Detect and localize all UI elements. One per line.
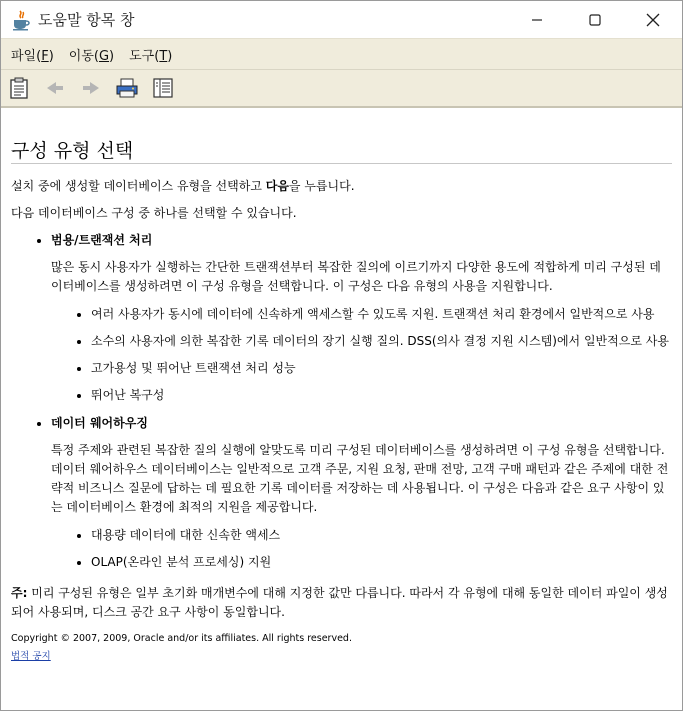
- menu-file[interactable]: 파일(F): [11, 48, 54, 64]
- list-item: 소수의 사용자에 의한 복잡한 기록 데이터의 장기 실행 질의. DSS(의사 결정 지원 시스템)에서 일반적으로 사용: [51, 332, 672, 351]
- title-bar: [1, 1, 682, 38]
- note-text: 주: 미리 구성된 유형은 일부 초기화 매개변수에 대해 지정한 값만 다릅니다. 따라서 각 유형에 대해 동일한 데이터 파일이 생성되어 사용되며, 디스크 공간 요구 사항이 동일합니다.: [11, 586, 668, 619]
- config-type-item: [11, 414, 672, 572]
- java-icon: [10, 9, 32, 31]
- back-arrow-icon: [45, 80, 65, 96]
- toolbar: [1, 69, 682, 108]
- section-title: 범용/트랜잭션 처리: [51, 233, 153, 247]
- list-item: 대용량 데이터에 대한 신속한 액세스: [51, 526, 672, 545]
- help-content: [1, 142, 682, 666]
- config-type-item: [11, 231, 672, 405]
- list-item: OLAP(온라인 분석 프로세싱) 지원: [51, 553, 672, 572]
- window-title: 도움말 항목 창: [38, 11, 135, 29]
- print-button[interactable]: [109, 73, 145, 103]
- menu-bar: [1, 38, 682, 69]
- maximize-button[interactable]: [566, 1, 624, 38]
- feature-list: [51, 305, 672, 405]
- menu-go[interactable]: 이동(G): [68, 48, 115, 64]
- list-item: 여러 사용자가 동시에 데이터에 신속하게 액세스할 수 있도록 지원. 트랜잭션 처리 환경에서 일반적으로 사용: [51, 305, 672, 324]
- back-button[interactable]: [37, 73, 73, 103]
- legal-notice-link[interactable]: 법적 공지: [11, 651, 51, 662]
- minimize-button[interactable]: [508, 1, 566, 38]
- feature-list: [51, 526, 672, 572]
- intro-text-2: 다음 데이터베이스 구성 중 하나를 선택할 수 있습니다.: [11, 206, 297, 220]
- copyright-text: Copyright © 2007, 2009, Oracle and/or its affiliates. All rights reserved.: [11, 633, 352, 644]
- close-icon: [646, 13, 660, 27]
- bookshelf-icon: [152, 77, 174, 99]
- bookshelf-button[interactable]: [145, 73, 181, 103]
- list-item: 고가용성 및 뛰어난 트랜잭션 처리 성능: [51, 359, 672, 378]
- page-title: 구성 유형 선택: [11, 142, 672, 164]
- note-label: 주:: [11, 586, 28, 600]
- menu-tools[interactable]: 도구(T): [129, 48, 173, 64]
- forward-button[interactable]: [73, 73, 109, 103]
- close-button[interactable]: [624, 1, 682, 38]
- contents-button[interactable]: [1, 73, 37, 103]
- forward-arrow-icon: [81, 80, 101, 96]
- section-description: 특정 주제와 관련된 복잡한 질의 실행에 알맞도록 미리 구성된 데이터베이스를 생성하려면 이 구성 유형을 선택합니다. 데이터 웨어하우스 데이터베이스는 일반적으로 고객 주문, 지원 요청, 판매 전망, 고객 구매 패턴과 같은 주제에 대한 전략적 비즈니스 질문에 답하는 데 필요한 기록 데이터를 저장하는 데 사용됩니다. 이 구성은 다음과 같은 요구 사항이 있는 데이터베이스 환경에 최적의 지원을 제공합니다.: [51, 443, 669, 514]
- next-keyword: 다음: [265, 179, 289, 193]
- intro-text: 설치 중에 생성할 데이터베이스 유형을 선택하고 다음을 누릅니다.: [11, 179, 355, 193]
- config-type-list: [11, 231, 672, 572]
- section-description: 많은 동시 사용자가 실행하는 간단한 트랜잭션부터 복잡한 질의에 이르기까지 다양한 용도에 적합하게 미리 구성된 데이터베이스를 생성하려면 이 구성 유형을 선택합니다. 이 구성은 다음 유형의 사용을 지원합니다.: [51, 260, 661, 293]
- print-icon: [115, 77, 139, 99]
- contents-icon: [9, 77, 29, 99]
- list-item: 뛰어난 복구성: [51, 386, 672, 405]
- minimize-icon: [531, 14, 543, 26]
- maximize-icon: [589, 14, 601, 26]
- section-title: 데이터 웨어하우징: [51, 416, 148, 430]
